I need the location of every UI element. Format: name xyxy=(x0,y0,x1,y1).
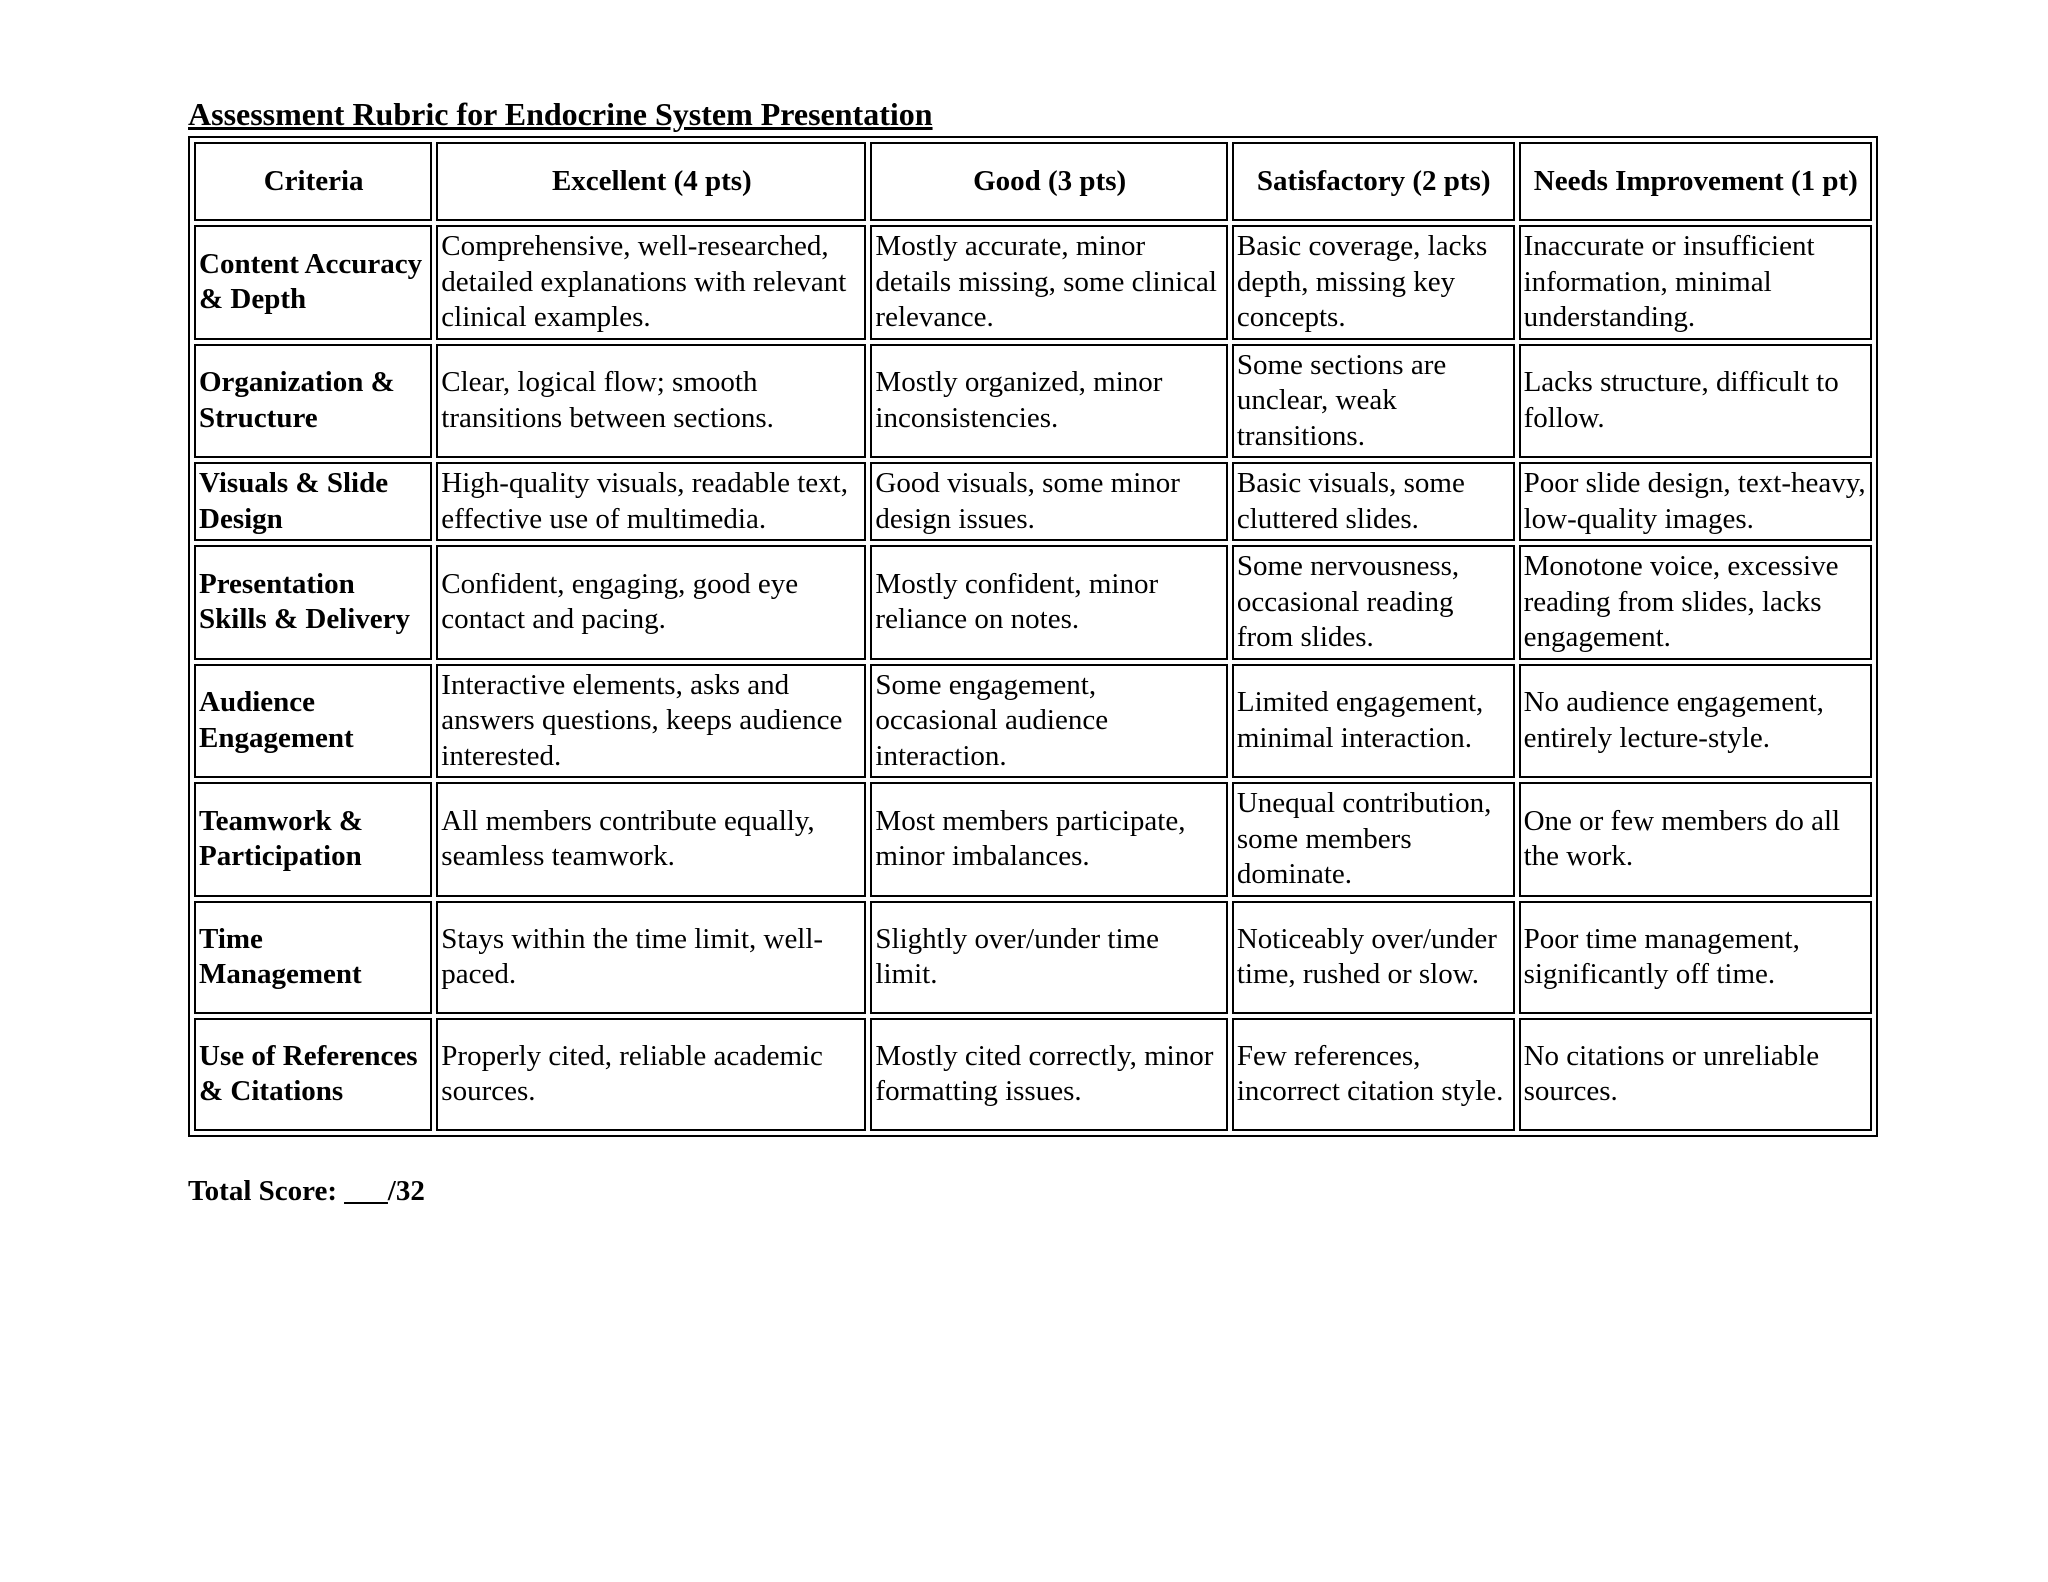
good-cell: Mostly accurate, minor details missing, some clinical relevance. xyxy=(870,225,1227,340)
needs-improvement-cell: No citations or unreliable sources. xyxy=(1519,1018,1872,1131)
excellent-cell: Comprehensive, well-researched, detailed explanations with relevant clinical examples. xyxy=(436,225,866,340)
satisfactory-cell: Some nervousness, occasional reading from slides. xyxy=(1232,545,1515,660)
table-row xyxy=(194,1018,1872,1131)
criteria-cell: Use of References & Citations xyxy=(194,1018,432,1131)
excellent-cell: High-quality visuals, readable text, effective use of multimedia. xyxy=(436,462,866,541)
needs-improvement-cell: No audience engagement, entirely lecture-style. xyxy=(1519,664,1872,779)
document-title: Assessment Rubric for Endocrine System Presentation xyxy=(188,96,933,132)
satisfactory-cell: Limited engagement, minimal interaction. xyxy=(1232,664,1515,779)
satisfactory-cell: Few references, incorrect citation style. xyxy=(1232,1018,1515,1131)
needs-improvement-cell: One or few members do all the work. xyxy=(1519,782,1872,897)
table-row xyxy=(194,664,1872,779)
excellent-cell: Stays within the time limit, well-paced. xyxy=(436,901,866,1014)
criteria-cell: Organization & Structure xyxy=(194,344,432,459)
excellent-cell: All members contribute equally, seamless teamwork. xyxy=(436,782,866,897)
criteria-cell: Teamwork & Participation xyxy=(194,782,432,897)
satisfactory-cell: Basic visuals, some cluttered slides. xyxy=(1232,462,1515,541)
criteria-cell: Presentation Skills & Delivery xyxy=(194,545,432,660)
rubric-table xyxy=(188,136,1878,1137)
needs-improvement-cell: Lacks structure, difficult to follow. xyxy=(1519,344,1872,459)
table-row xyxy=(194,462,1872,541)
satisfactory-cell: Noticeably over/under time, rushed or slow. xyxy=(1232,901,1515,1014)
excellent-cell: Confident, engaging, good eye contact and pacing. xyxy=(436,545,866,660)
criteria-cell: Time Management xyxy=(194,901,432,1014)
needs-improvement-cell: Poor slide design, text-heavy, low-quality images. xyxy=(1519,462,1872,541)
table-row xyxy=(194,901,1872,1014)
needs-improvement-cell: Poor time management, significantly off time. xyxy=(1519,901,1872,1014)
excellent-cell: Clear, logical flow; smooth transitions between sections. xyxy=(436,344,866,459)
excellent-cell: Properly cited, reliable academic sources. xyxy=(436,1018,866,1131)
header-row xyxy=(194,142,1872,221)
needs-improvement-cell: Monotone voice, excessive reading from slides, lacks engagement. xyxy=(1519,545,1872,660)
table-row xyxy=(194,782,1872,897)
satisfactory-cell: Unequal contribution, some members dominate. xyxy=(1232,782,1515,897)
header-needs-improvement: Needs Improvement (1 pt) xyxy=(1519,142,1872,221)
good-cell: Some engagement, occasional audience interaction. xyxy=(870,664,1227,779)
header-satisfactory: Satisfactory (2 pts) xyxy=(1232,142,1515,221)
good-cell: Slightly over/under time limit. xyxy=(870,901,1227,1014)
good-cell: Mostly cited correctly, minor formatting issues. xyxy=(870,1018,1227,1131)
good-cell: Good visuals, some minor design issues. xyxy=(870,462,1227,541)
table-row xyxy=(194,225,1872,340)
satisfactory-cell: Some sections are unclear, weak transitions. xyxy=(1232,344,1515,459)
table-row xyxy=(194,545,1872,660)
header-good: Good (3 pts) xyxy=(870,142,1227,221)
criteria-cell: Audience Engagement xyxy=(194,664,432,779)
rubric-page xyxy=(188,94,1878,1209)
good-cell: Mostly confident, minor reliance on notes. xyxy=(870,545,1227,660)
header-excellent: Excellent (4 pts) xyxy=(436,142,866,221)
good-cell: Mostly organized, minor inconsistencies. xyxy=(870,344,1227,459)
criteria-cell: Visuals & Slide Design xyxy=(194,462,432,541)
satisfactory-cell: Basic coverage, lacks depth, missing key concepts. xyxy=(1232,225,1515,340)
total-score: Total Score: ___/32 xyxy=(188,1174,425,1207)
table-row xyxy=(194,344,1872,459)
header-criteria: Criteria xyxy=(194,142,432,221)
excellent-cell: Interactive elements, asks and answers questions, keeps audience interested. xyxy=(436,664,866,779)
needs-improvement-cell: Inaccurate or insufficient information, minimal understanding. xyxy=(1519,225,1872,340)
criteria-cell: Content Accuracy & Depth xyxy=(194,225,432,340)
good-cell: Most members participate, minor imbalances. xyxy=(870,782,1227,897)
